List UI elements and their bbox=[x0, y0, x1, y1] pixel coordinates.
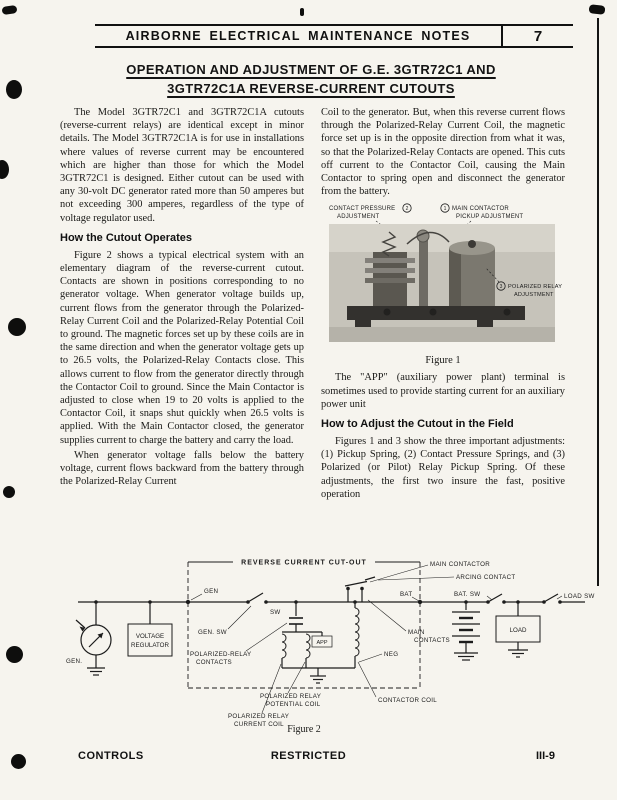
left-column bbox=[60, 106, 304, 503]
label-load-sw: LOAD SW bbox=[564, 593, 595, 600]
paragraph: When generator voltage falls below the battery voltage, current flows backward from the battery through the Polarized-Relay Current bbox=[60, 449, 304, 488]
label-potential-coil: POLARIZED RELAY bbox=[260, 693, 322, 700]
paragraph: Coil to the generator. But, when this reverse current flows through the Polarized-Relay Current Coil, the magnetic force set up is in the opposite direction from what it was, so that the Polarized-Relay Contacts are opened. This cuts off current to the Contactor Coil, causing the Main Contactor to spring open and disconnect the generator from the battery. bbox=[321, 107, 565, 198]
label-polarized-relay-contacts: POLARIZED-RELAY bbox=[190, 651, 252, 658]
binder-hole bbox=[8, 318, 26, 336]
figure1-label-main-contactor-2: PICKUP ADJUSTMENT bbox=[456, 214, 524, 221]
label-arcing-contact: ARCING CONTACT bbox=[456, 574, 516, 581]
binder-hole bbox=[6, 80, 22, 99]
label-main-contactor: MAIN CONTACTOR bbox=[430, 561, 491, 568]
article-title-line1: OPERATION AND ADJUSTMENT OF G.E. 3GTR72C1 AND bbox=[126, 62, 496, 77]
label-current-coil: POLARIZED RELAY bbox=[228, 713, 290, 720]
header-title: AIRBORNE ELECTRICAL MAINTENANCE NOTES bbox=[125, 29, 471, 43]
label-reverse-current-cutout: REVERSE CURRENT CUT-OUT bbox=[241, 559, 367, 567]
figure1-label-contact-pressure-2: ADJUSTMENT bbox=[337, 214, 380, 221]
circuit-diagram bbox=[48, 550, 605, 745]
label-main-contacts: MAIN bbox=[408, 629, 425, 636]
label-generator: GEN. bbox=[66, 658, 83, 665]
label-app: APP bbox=[316, 640, 328, 646]
footer-classification: RESTRICTED bbox=[270, 750, 347, 762]
page-header bbox=[95, 24, 573, 48]
paragraph: Figure 2 shows a typical electrical system with an elementary diagram of the reverse-current cutout. Contacts are shown in positions corresponding to no generator voltage. When generator voltage builds up, current flows from the generator through the Polarized-Relay Current Coil and the Polarized-Relay Potential Coil to ground. The magnetic forces set up by these coils are in the same direction and when the generator voltage gets up to 26.5 volts, the Polarized-Relay Contacts close. This allows current to flow from the generator directly through the Contactor Coil to ground. Since the Main Contactor is adjusted to close when 19 to 20 volts is applied to the Contactor Coil, it snaps shut quickly when 26.5 volts is applied. With the Main Contactor closed, the generator supplies current to charge the battery and carry the load. bbox=[60, 249, 304, 446]
label-potential-coil-2: POTENTIAL COIL bbox=[266, 701, 321, 708]
binder-hole bbox=[0, 160, 9, 179]
paragraph: The Model 3GTR72C1 and 3GTR72C1A cutouts (reverse-current relays) are identical except in minor details. The Model 3GTR72C1A is for use in installations where values of reverse current may be encountered which are higher than those for which the Model 3GTR72C1 is designed. Either cutout can be used with any 30-volt DC generator rated more than 50 amperes but not exceeding 300 amperes, regardless of the type of voltage regulator used. bbox=[60, 107, 304, 224]
right-column bbox=[321, 106, 565, 503]
label-neg: NEG bbox=[384, 651, 399, 658]
section-heading: How to Adjust the Cutout in the Field bbox=[321, 418, 514, 431]
footer-section-label: CONTROLS bbox=[78, 750, 144, 762]
label-voltage-regulator-2: REGULATOR bbox=[131, 642, 169, 649]
figure-2-diagram bbox=[48, 550, 605, 745]
label-load: LOAD bbox=[509, 627, 527, 634]
figure-1 bbox=[321, 202, 565, 366]
figure1-label2-number: 1 bbox=[443, 206, 447, 213]
figure1-label-main-contactor: MAIN CONTACTOR bbox=[452, 206, 509, 213]
body-columns bbox=[60, 106, 566, 503]
label-gen-terminal: GEN bbox=[204, 588, 219, 595]
section-heading: How the Cutout Operates bbox=[60, 231, 193, 244]
figure1-label3-number: 3 bbox=[499, 284, 503, 291]
article-title-line2: 3GTR72C1A REVERSE-CURRENT CUTOUTS bbox=[167, 81, 455, 96]
figure-1-caption: Figure 1 bbox=[425, 355, 461, 367]
relay-photo bbox=[329, 224, 555, 342]
figure-1-photo bbox=[321, 202, 563, 352]
paragraph: The "APP" (auxiliary power plant) terminal is sometimes used to provide starting current for an auxiliary power unit bbox=[321, 372, 565, 410]
label-contactor-coil: CONTACTOR COIL bbox=[378, 697, 437, 704]
paragraph: Figures 1 and 3 show the three important adjustments: (1) Pickup Spring, (2) Contact Pressure Springs, and (3) Polarized (or Pilot) Relay Pickup Spring. Of these adjustments, the first two insure the fast, positive operation bbox=[321, 436, 565, 500]
label-bat-sw: BAT. SW bbox=[454, 591, 481, 598]
figure1-label-polarized-relay: POLARIZED RELAY bbox=[508, 284, 563, 291]
page-edge-line bbox=[597, 18, 599, 586]
label-gen-sw: GEN. SW bbox=[198, 629, 227, 636]
figure1-label-contact-pressure: CONTACT PRESSURE bbox=[329, 206, 396, 213]
label-polarized-relay-contacts-2: CONTACTS bbox=[196, 659, 232, 666]
article-title bbox=[58, 60, 564, 98]
binder-hole bbox=[3, 486, 15, 498]
label-voltage-regulator: VOLTAGE bbox=[135, 633, 165, 640]
scan-mark bbox=[589, 4, 606, 15]
figure1-label1-number: 2 bbox=[405, 206, 409, 213]
label-sw: SW bbox=[270, 609, 281, 616]
label-current-coil-2: CURRENT COIL bbox=[234, 721, 284, 728]
scan-mark bbox=[300, 8, 304, 16]
figure-2-caption: Figure 2 bbox=[287, 724, 321, 735]
label-bat-terminal: BAT bbox=[400, 591, 413, 598]
footer-page-ref: III-9 bbox=[536, 750, 555, 762]
binder-hole bbox=[6, 646, 23, 663]
binder-hole bbox=[2, 5, 18, 15]
figure1-label-polarized-relay-2: ADJUSTMENT bbox=[514, 292, 554, 299]
junction-dots bbox=[80, 587, 562, 639]
label-main-contacts-2: CONTACTS bbox=[414, 637, 450, 644]
page-number: 7 bbox=[533, 28, 543, 45]
